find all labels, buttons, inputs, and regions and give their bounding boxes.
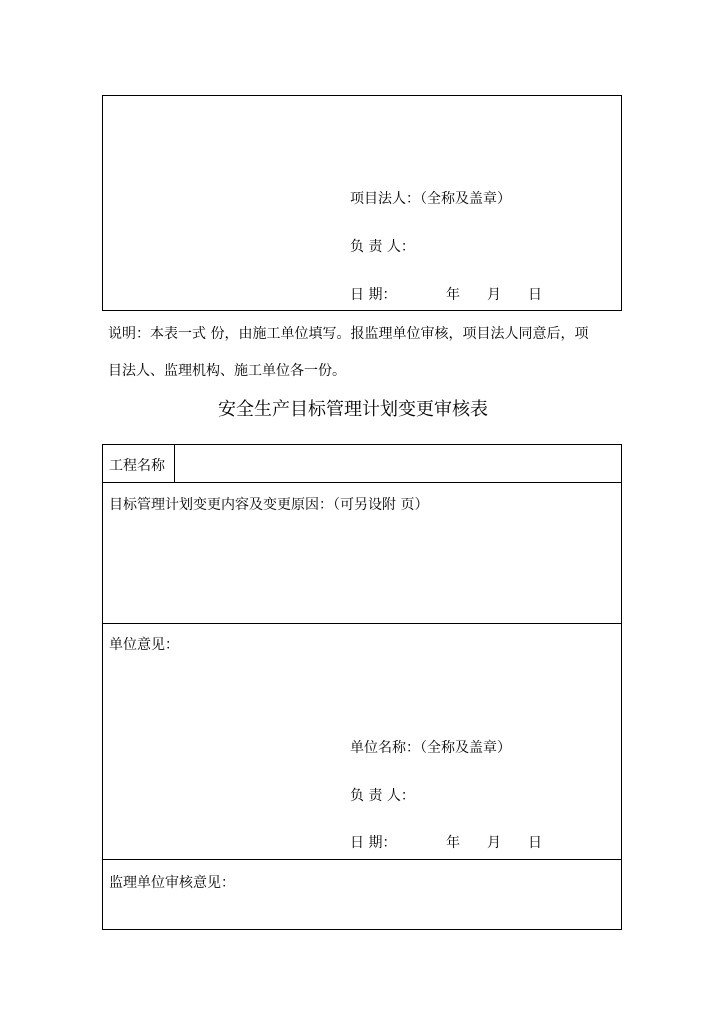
change-review-form bbox=[102, 444, 622, 930]
project-name-divider bbox=[174, 444, 175, 483]
unit-month-label: 月 bbox=[487, 835, 501, 851]
unit-day-label: 日 bbox=[528, 835, 542, 851]
unit-name-label: 单位名称：（全称及盖章） bbox=[350, 740, 511, 756]
top-responsible-label: 负 责 人： bbox=[350, 239, 415, 255]
row-divider-2 bbox=[102, 623, 622, 624]
change-content-label: 目标管理计划变更内容及变更原因：（可另设附 页） bbox=[109, 497, 429, 513]
unit-year-label: 年 bbox=[446, 835, 460, 851]
project-name-label: 工程名称 bbox=[109, 458, 165, 474]
unit-responsible-label: 负 责 人： bbox=[350, 788, 415, 804]
note-line-2: 目法人、监理机构、施工单位各一份。 bbox=[108, 363, 346, 379]
top-day-label: 日 bbox=[528, 287, 542, 303]
row-divider-3 bbox=[102, 859, 622, 860]
unit-date-label: 日 期： bbox=[350, 835, 397, 851]
supervision-opinion-label: 监理单位审核意见： bbox=[109, 875, 235, 891]
form-title: 安全生产目标管理计划变更审核表 bbox=[218, 399, 488, 420]
note-line-1: 说明：本表一式 份，由施工单位填写。报监理单位审核，项目法人同意后，项 bbox=[108, 326, 589, 342]
unit-opinion-label: 单位意见： bbox=[109, 637, 179, 653]
row-divider-1 bbox=[102, 482, 622, 483]
top-month-label: 月 bbox=[487, 287, 501, 303]
top-date-label: 日 期： bbox=[350, 287, 397, 303]
top-year-label: 年 bbox=[446, 287, 460, 303]
legal-person-label: 项目法人：（全称及盖章） bbox=[350, 191, 511, 207]
